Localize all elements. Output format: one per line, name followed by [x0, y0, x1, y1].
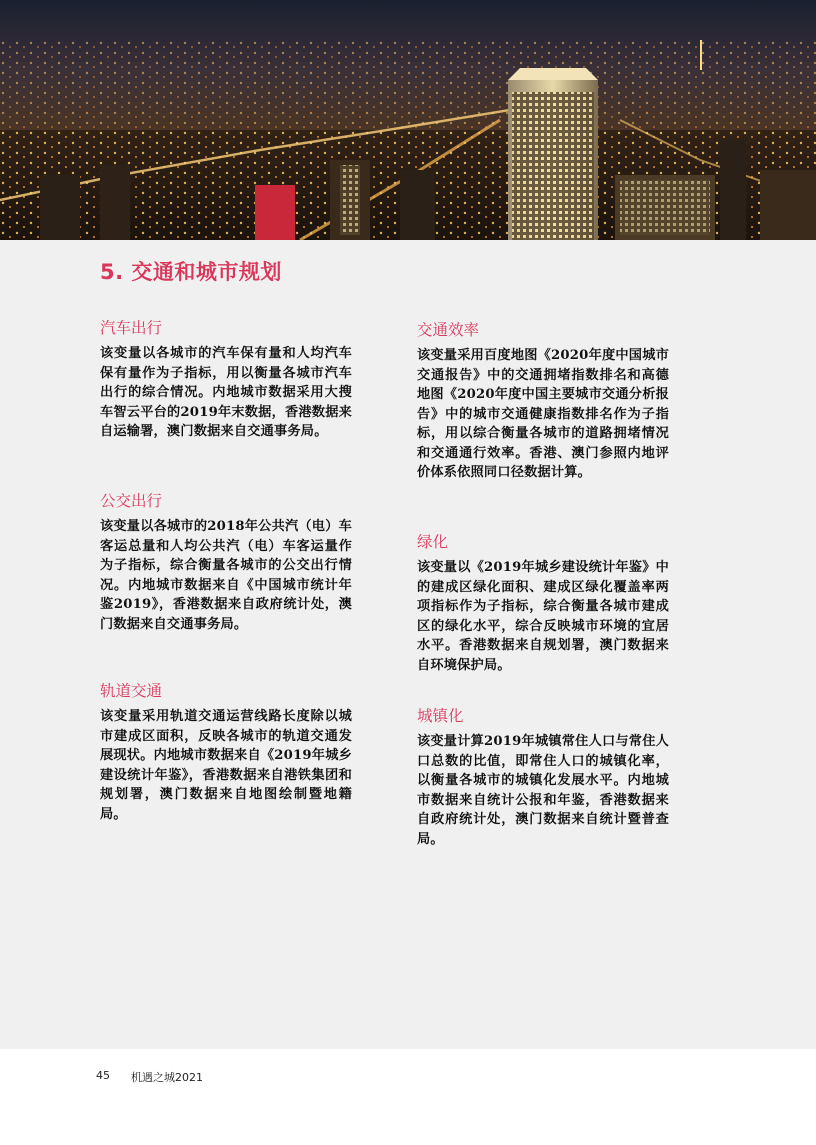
- block-car-travel: [100, 318, 352, 486]
- page-number: 45: [96, 1069, 110, 1082]
- block-greening: [417, 532, 669, 704]
- right-column: [417, 320, 669, 849]
- block-urbanization: [417, 706, 669, 849]
- section-title: 5. 交通和城市规划: [100, 260, 282, 284]
- block-body: 该变量采用百度地图《2020年度中国城市交通报告》中的交通拥堵指数排名和高德地图《2020年度中国主要城市交通分析报告》中的城市交通健康指数排名作为子指标，用以综合衡量各城市的道路拥堵情况和交通通行效率。香港、澳门参照内地评价体系依照同口径数据计算。: [417, 348, 669, 480]
- block-heading: 交通效率: [417, 321, 480, 339]
- hero-city-night-image: [0, 0, 816, 240]
- block-heading: 汽车出行: [100, 319, 163, 337]
- block-rail-transit: [100, 681, 352, 824]
- page-footer: [0, 1049, 816, 1145]
- block-heading: 公交出行: [100, 492, 163, 510]
- block-body: 该变量以各城市的2018年公共汽（电）车客运总量和人均公共汽（电）车客运量作为子指标，综合衡量各城市的公交出行情况。内地城市数据来自《中国城市统计年鉴2019》，香港数据来自政府统计处，澳门数据来自交通事务局。: [100, 519, 352, 632]
- block-heading: 绿化: [417, 533, 449, 551]
- block-heading: 城镇化: [417, 707, 464, 725]
- block-public-transit: [100, 491, 352, 669]
- block-body: 该变量以《2019年城乡建设统计年鉴》中的建成区绿化面积、建成区绿化覆盖率两项指标作为子指标，综合衡量各城市建成区的绿化水平，综合反映城市环境的宜居水平。香港数据来自规划署，澳门数据来自环境保护局。: [417, 560, 669, 673]
- left-column: [100, 318, 352, 824]
- city-skyline-illustration: [0, 0, 816, 240]
- block-traffic-efficiency: [417, 320, 669, 530]
- block-heading: 轨道交通: [100, 682, 163, 700]
- block-body: 该变量以各城市的汽车保有量和人均汽车保有量作为子指标，用以衡量各城市汽车出行的综合情况。内地城市数据采用大搜车智云平台的2019年末数据，香港数据来自运输署，澳门数据来自交通事务局。: [100, 346, 352, 439]
- block-body: 该变量计算2019年城镇常住人口与常住人口总数的比值，即常住人口的城镇化率，以衡量各城市的城镇化发展水平。内地城市数据来自统计公报和年鉴，香港数据来自政府统计处，澳门数据来自统计暨普查局。: [417, 734, 669, 847]
- block-body: 该变量采用轨道交通运营线路长度除以城市建成区面积，反映各城市的轨道交通发展现状。内地城市数据来自《2019年城乡建设统计年鉴》，香港数据来自港铁集团和规划署，澳门数据来自地图绘制暨地籍局。: [100, 709, 352, 822]
- publication-title: 机遇之城2021: [131, 1071, 203, 1084]
